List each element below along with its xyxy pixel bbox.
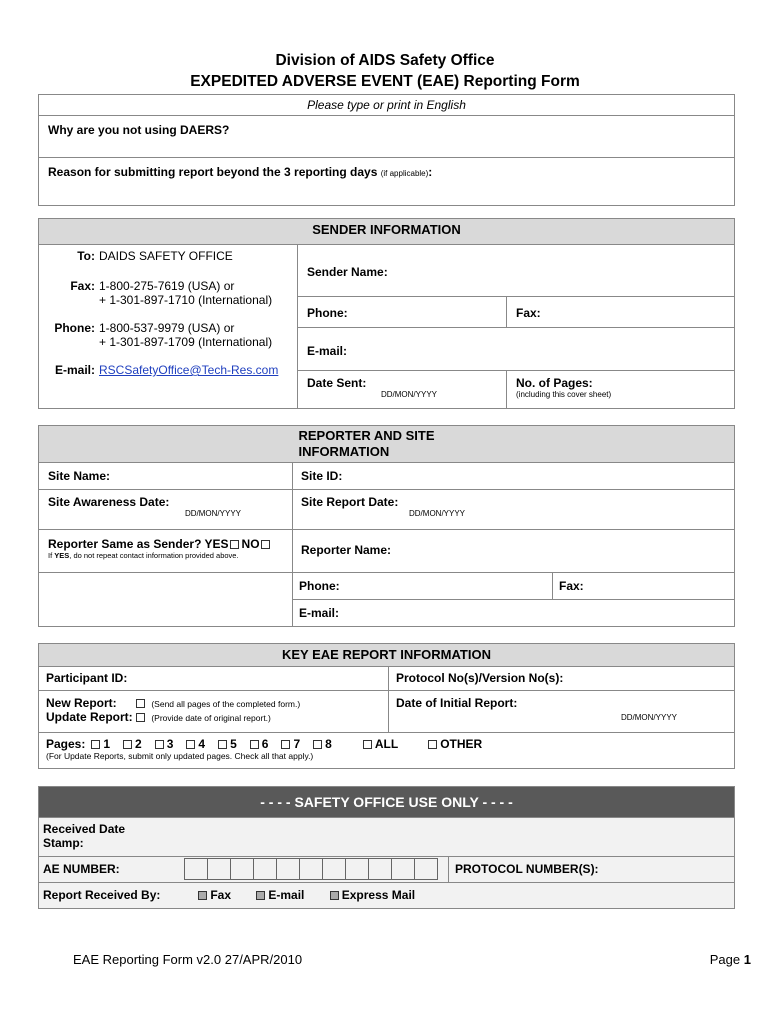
sender-fax-field[interactable] [507,297,735,328]
page-8-checkbox[interactable] [313,740,322,749]
pages-note: (For Update Reports, submit only updated pages. Check all that apply.) [46,751,314,761]
to-label: To: [77,249,95,263]
new-report-label: New Report: [46,696,117,710]
ae-number-digit-box[interactable] [391,858,415,880]
reasons-table [38,94,735,206]
page-2-checkbox[interactable] [123,740,132,749]
email-label: E-mail: [54,363,95,377]
footer-page-label: Page [709,952,741,967]
reporter-phone-label: Phone: [299,579,340,593]
received-stamp-line2: Stamp: [43,836,84,850]
page-7-label: 7 [293,737,301,751]
to-value: DAIDS SAFETY OFFICE [99,249,233,263]
reporter-name-field[interactable] [293,530,735,573]
page-5-checkbox[interactable] [218,740,227,749]
participant-id-label: Participant ID: [46,671,128,685]
ae-number-boxes[interactable] [184,861,437,875]
pages-all-checkbox[interactable] [363,740,372,749]
received-express-mail-label: Express Mail [341,888,416,902]
date-sent-format: DD/MON/YYYY [380,390,437,399]
site-awareness-date-label: Site Awareness Date: [48,495,170,509]
sender-name-label: Sender Name: [307,265,388,279]
footer-page-number: 1 [743,952,751,967]
num-pages-field[interactable] [507,371,735,409]
update-report-note: (Provide date of original report.) [151,713,271,723]
site-id-label: Site ID: [301,469,343,483]
update-report-checkbox[interactable] [136,713,145,722]
site-report-date-field[interactable] [293,490,735,530]
daids-contact-block [39,245,298,409]
reporter-fax-label: Fax: [559,579,584,593]
footer-version: EAE Reporting Form v2.0 27/APR/2010 [73,952,303,967]
report-date-format: DD/MON/YYYY [409,509,466,518]
form-title-line2: EXPEDITED ADVERSE EVENT (EAE) Reporting Form [190,73,580,90]
sender-fax-label: Fax: [516,306,541,320]
ae-number-digit-box[interactable] [414,858,438,880]
phone-line2: + 1-301-897-1709 (International) [99,335,273,349]
page-4-checkbox[interactable] [186,740,195,749]
protocol-nos-field[interactable] [389,667,735,691]
sender-table [38,218,735,409]
reporter-blank-cell [39,573,293,627]
ae-number-digit-box[interactable] [299,858,323,880]
ae-number-digit-box[interactable] [230,858,254,880]
participant-id-field[interactable] [39,667,389,691]
protocol-numbers-field [449,857,735,883]
received-fax-label: Fax [210,888,232,902]
received-email-label: E-mail [268,888,305,902]
sender-email-label: E-mail: [307,344,348,358]
page-7-checkbox[interactable] [281,740,290,749]
site-awareness-date-field[interactable] [39,490,293,530]
awareness-date-format: DD/MON/YYYY [184,509,241,518]
date-sent-field[interactable] [298,371,507,409]
report-type-field [39,691,389,733]
site-id-field[interactable] [293,463,735,490]
fax-line1: 1-800-275-7619 (USA) or [99,279,235,293]
sender-name-field[interactable] [298,245,735,297]
late-reason-field[interactable] [39,158,735,206]
num-pages-note: (including this cover sheet) [516,390,612,399]
ae-number-digit-box[interactable] [253,858,277,880]
key-info-table [38,643,735,769]
same-as-sender-field [39,530,293,573]
no-label: NO [241,537,260,551]
initial-report-date-format: DD/MON/YYYY [620,713,677,722]
received-stamp-line1: Received Date [43,822,126,836]
num-pages-label: No. of Pages: [516,376,593,390]
reporter-phone-field[interactable] [293,573,553,600]
received-fax-checkbox[interactable] [198,891,207,900]
reporter-name-label: Reporter Name: [301,543,392,557]
initial-report-date-field[interactable] [389,691,735,733]
why-not-daers-label: Why are you not using DAERS? [48,123,230,137]
why-not-daers-field[interactable] [39,116,735,158]
key-info-section-header: KEY EAE REPORT INFORMATION [39,644,735,667]
reporter-fax-field[interactable] [553,573,735,600]
footer-page [710,952,751,967]
phone-label: Phone: [54,321,95,335]
reporter-header-line1: REPORTER AND SITE [298,428,435,443]
ae-number-digit-box[interactable] [345,858,369,880]
reporter-table [38,425,735,627]
received-by-field [39,883,735,909]
site-report-date-label: Site Report Date: [301,495,399,509]
received-express-mail-checkbox[interactable] [330,891,339,900]
ae-number-digit-box[interactable] [322,858,346,880]
page-6-label: 6 [261,737,269,751]
sender-section-header: SENDER INFORMATION [39,219,735,245]
sender-phone-label: Phone: [307,306,348,320]
page-6-checkbox[interactable] [250,740,259,749]
fax-label: Fax: [70,279,95,293]
fax-line2: + 1-301-897-1710 (International) [99,293,273,307]
received-email-checkbox[interactable] [256,891,265,900]
page-1-label: 1 [103,737,111,751]
ae-number-digit-box[interactable] [184,858,208,880]
reporter-email-field[interactable] [293,600,735,627]
if-yes-note: If YES, do not repeat contact information provided above. [48,551,239,560]
ae-number-digit-box[interactable] [368,858,392,880]
instruction-text: Please type or print in English [39,95,735,116]
new-report-checkbox[interactable] [136,699,145,708]
pages-other-label: OTHER [440,737,483,751]
site-name-field[interactable] [39,463,293,490]
reporter-header-spacer [39,426,293,463]
sender-phone-field[interactable] [298,297,507,328]
initial-report-date-label: Date of Initial Report: [396,696,518,710]
received-date-stamp-field [39,818,735,857]
form-title-line1: Division of AIDS Safety Office [275,52,495,69]
page-1-checkbox[interactable] [91,740,100,749]
pages-checkbox-row [46,737,727,751]
late-reason-label: Reason for submitting report beyond the 3 reporting days [48,165,378,179]
site-name-label: Site Name: [48,469,111,483]
late-reason-colon: : [428,165,433,179]
same-as-sender-label: Reporter Same as Sender? YES [48,537,229,551]
date-sent-label: Date Sent: [307,376,367,390]
sender-email-field[interactable] [298,328,735,371]
reporter-header-line2: INFORMATION [298,444,390,459]
pages-all-label: ALL [374,737,399,751]
page-3-checkbox[interactable] [155,740,164,749]
yes-checkbox[interactable] [230,540,239,549]
received-by-label: Report Received By: [43,888,161,902]
new-report-note: (Send all pages of the completed form.) [151,699,301,709]
reporter-email-label: E-mail: [299,606,340,620]
pages-field [39,733,735,769]
page-4-label: 4 [198,737,206,751]
page-2-label: 2 [135,737,142,751]
ae-number-digit-box[interactable] [276,858,300,880]
no-checkbox[interactable] [261,540,270,549]
pages-label: Pages: [46,737,86,751]
reporter-section-header [293,426,735,463]
ae-number-label: AE NUMBER: [43,862,120,876]
late-reason-note: (if applicable) [380,169,429,178]
protocol-nos-label: Protocol No(s)/Version No(s): [396,671,564,685]
ae-number-digit-box[interactable] [207,858,231,880]
phone-line1: 1-800-537-9979 (USA) or [99,321,235,335]
safety-office-table [38,786,735,909]
update-report-label: Update Report: [46,710,133,724]
page-5-label: 5 [230,737,237,751]
page-8-label: 8 [325,737,332,751]
ae-number-field [39,857,449,883]
page-3-label: 3 [166,737,174,751]
safety-office-header: - - - - SAFETY OFFICE USE ONLY - - - - [39,787,735,818]
safety-office-email-link[interactable]: RSCSafetyOffice@Tech-Res.com [99,363,279,377]
pages-other-checkbox[interactable] [428,740,437,749]
protocol-numbers-label: PROTOCOL NUMBER(S): [455,862,599,876]
